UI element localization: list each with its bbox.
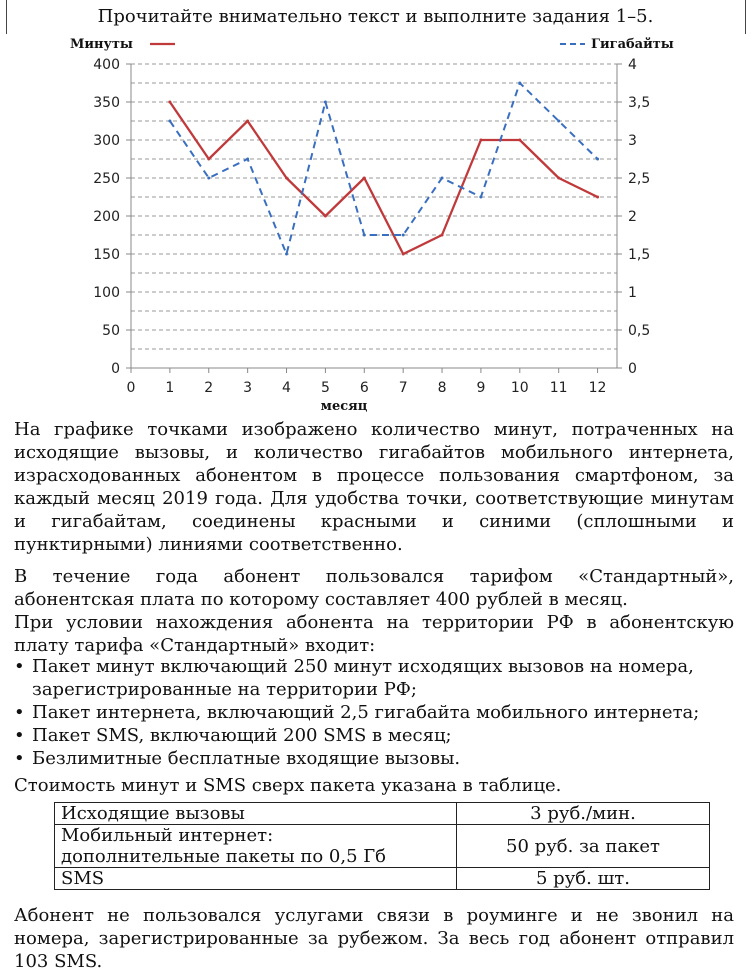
bullet-icon: • — [14, 656, 25, 677]
tariff-description: В течение года абонент пользовался тарифом «Стандартный», абонентская плата по которому составляет 400 рублей в месяц. — [14, 566, 734, 610]
left-axis-tick-label: 200 — [93, 209, 120, 225]
bullet-icon: • — [14, 725, 25, 746]
right-axis-tick-label: 2 — [628, 209, 637, 225]
data-point-gigabytes — [285, 253, 288, 256]
data-point-gigabytes — [168, 120, 171, 123]
left-axis-tick-label: 350 — [93, 95, 120, 111]
data-point-gigabytes — [246, 158, 249, 161]
data-point-gigabytes — [557, 120, 560, 123]
x-axis-label: месяц — [320, 399, 368, 412]
data-point-gigabytes — [324, 101, 327, 104]
data-point-minutes — [441, 234, 444, 237]
x-axis-tick-label: 12 — [588, 380, 607, 396]
data-point-minutes — [363, 177, 366, 180]
data-point-gigabytes — [402, 234, 405, 237]
data-point-minutes — [479, 139, 482, 142]
task-heading: Прочитайте внимательно текст и выполните задания 1–5. — [97, 6, 654, 27]
data-point-minutes — [168, 101, 171, 104]
data-point-gigabytes — [441, 177, 444, 180]
x-axis-tick-label: 4 — [282, 380, 291, 396]
table-cell-price: 3 руб./мин. — [457, 803, 710, 825]
x-axis-tick-label: 5 — [320, 380, 330, 396]
data-point-minutes — [557, 177, 560, 180]
x-axis-tick-label: 8 — [437, 380, 447, 396]
table-cell-item: SMS — [55, 868, 457, 890]
legend-gigabytes-label: Гигабайты — [591, 37, 674, 52]
x-axis-tick-label: 6 — [359, 380, 369, 396]
conclusion-text: Абонент не пользовался услугами связи в роуминге и не звонил на номера, зарегистрированные за рубежом. За весь год абонент отправил 103 SMS. — [14, 905, 734, 972]
data-point-minutes — [285, 177, 288, 180]
right-axis-tick-label: 2,5 — [628, 171, 651, 187]
x-axis-tick-label: 1 — [165, 380, 175, 396]
data-point-minutes — [324, 215, 327, 218]
left-axis-tick-label: 250 — [93, 171, 120, 187]
right-axis-tick-label: 0,5 — [628, 323, 651, 339]
data-point-minutes — [596, 196, 599, 199]
right-axis-tick-label: 3 — [628, 133, 637, 149]
data-point-gigabytes — [363, 234, 366, 237]
left-axis-tick-label: 300 — [93, 133, 120, 149]
data-point-minutes — [246, 120, 249, 123]
data-point-gigabytes — [207, 177, 210, 180]
x-axis-tick-label: 7 — [398, 380, 408, 396]
list-item: • Пакет минут включающий 250 минут исходящих вызовов на номера, зарегистрированные на территории РФ; — [14, 656, 694, 700]
bullet-icon: • — [14, 702, 25, 723]
table-cell-item: Исходящие вызовы — [55, 803, 457, 825]
data-point-minutes — [518, 139, 521, 142]
data-point-gigabytes — [479, 196, 482, 199]
left-axis-tick-label: 400 — [93, 57, 120, 73]
table-row — [55, 803, 710, 825]
table-cell-price: 5 руб. шт. — [457, 868, 710, 890]
left-axis-tick-label: 100 — [93, 285, 120, 301]
data-point-minutes — [402, 253, 405, 256]
left-axis-tick-label: 50 — [102, 323, 120, 339]
x-axis-tick-label: 2 — [204, 380, 214, 396]
right-axis-tick-label: 1 — [628, 285, 637, 301]
bullet-icon: • — [14, 748, 25, 769]
tariff-includes-intro: При условии нахождения абонента на территории РФ в абонентскую плату тарифа «Стандартный» входит: — [14, 612, 734, 656]
price-table — [54, 802, 710, 890]
x-axis-tick-label: 0 — [126, 380, 136, 396]
minutes-gigabytes-chart — [0, 30, 751, 412]
x-axis-tick-label: 11 — [549, 380, 568, 396]
table-cell-price: 50 руб. за пакет — [457, 825, 710, 868]
series-line-gigabytes — [170, 83, 598, 254]
right-axis-tick-label: 4 — [628, 57, 637, 73]
list-item: • Безлимитные бесплатные входящие вызовы. — [14, 748, 461, 769]
table-row — [55, 868, 710, 890]
x-axis-tick-label: 3 — [243, 380, 253, 396]
table-cell-item: Мобильный интернет: дополнительные пакеты по 0,5 Гб — [55, 825, 457, 868]
x-axis-tick-label: 10 — [510, 380, 529, 396]
table-row — [55, 825, 710, 868]
table-intro: Стоимость минут и SMS сверх пакета указана в таблице. — [14, 775, 562, 796]
data-point-gigabytes — [596, 158, 599, 161]
chart-description: На графике точками изображено количество минут, потраченных на исходящие вызовы, и количество гигабайтов мобильного интернета, израсходованных абонентом в процессе пользования смартфоном, за каждый месяц 2019 года. Для удобства точки, соответствующие минутам и гигабайтам, соединены красными и синими (сплошными и пунктирными) линиями соответственно. — [14, 419, 734, 555]
right-axis-tick-label: 1,5 — [628, 247, 651, 263]
left-axis-tick-label: 0 — [111, 361, 120, 377]
data-point-minutes — [207, 158, 210, 161]
list-item: • Пакет SMS, включающий 200 SMS в месяц; — [14, 725, 452, 746]
list-item: • Пакет интернета, включающий 2,5 гигабайта мобильного интернета; — [14, 702, 700, 723]
tariff-includes-list — [14, 655, 736, 770]
right-axis-tick-label: 0 — [628, 361, 637, 377]
right-axis-tick-label: 3,5 — [628, 95, 651, 111]
x-axis-tick-label: 9 — [476, 380, 486, 396]
data-point-gigabytes — [518, 82, 521, 85]
legend-minutes-label: Минуты — [70, 37, 133, 52]
left-axis-tick-label: 150 — [93, 247, 120, 263]
